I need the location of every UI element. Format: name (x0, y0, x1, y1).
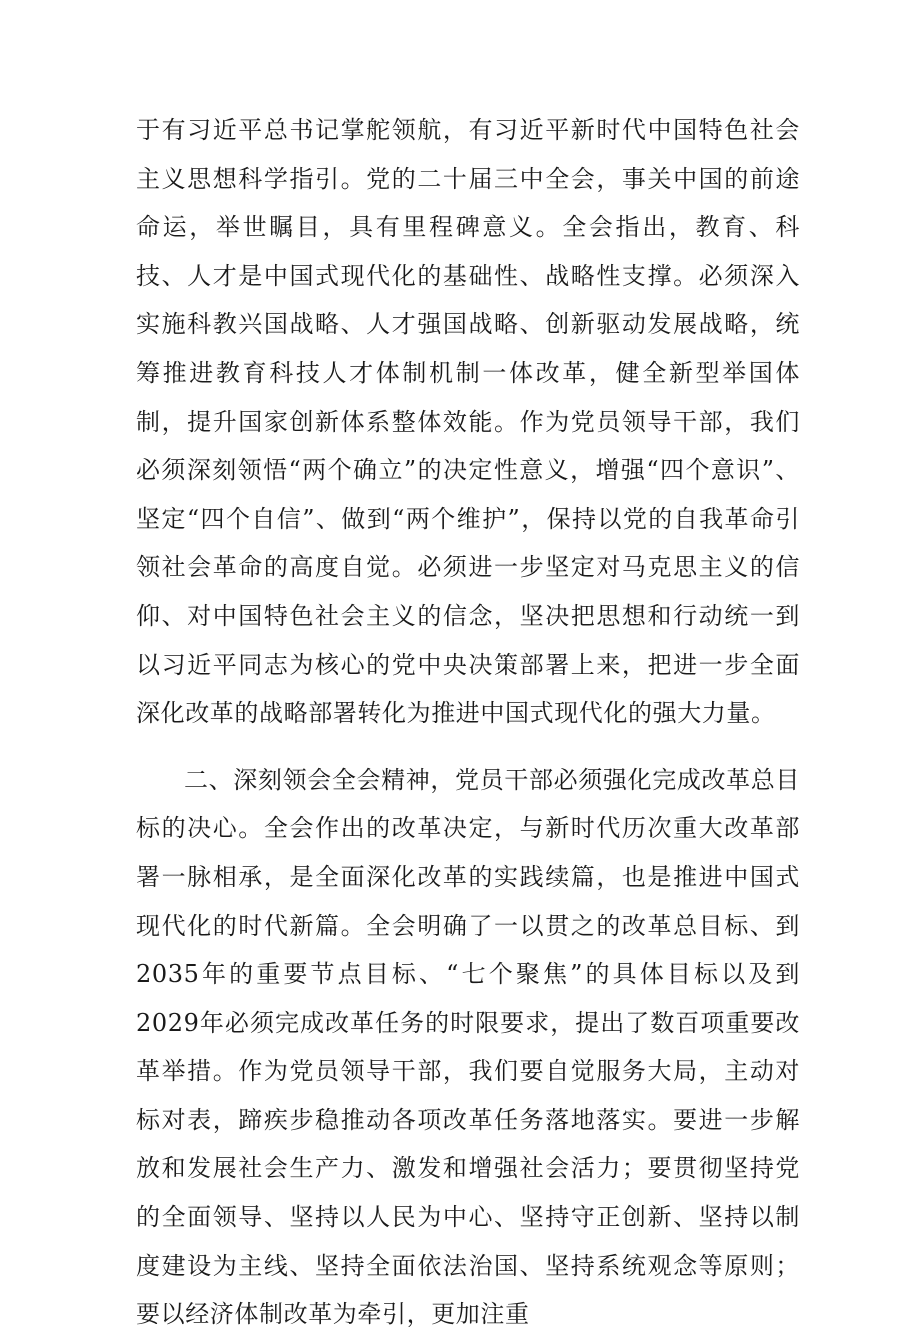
paragraph-2: 二、深刻领会全会精神，党员干部必须强化完成改革总目标的决心。全会作出的改革决定，与新时代历次重大改革部署一脉相承，是全面深化改革的实践续篇，也是推进中国式现代化的时代新篇。全会明确了一以贯之的改革总目标、到2035年的重要节点目标、“七个聚焦”的具体目标以及到2029年必须完成改革任务的时限要求，提出了数百项重要改革举措。作为党员领导干部，我们要自觉服务大局，主动对标对表，蹄疾步稳推动各项改革任务落地落实。要进一步解放和发展社会生产力、激发和增强社会活力；要贯彻坚持党的全面领导、坚持以人民为中心、坚持守正创新、坚持以制度建设为主线、坚持全面依法治国、坚持系统观念等原则；要以经济体制改革为牵引，更加注重 (136, 765, 800, 1329)
paragraph-1: 于有习近平总书记掌舵领航，有习近平新时代中国特色社会主义思想科学指引。党的二十届三中全会，事关中国的前途命运，举世瞩目，具有里程碑意义。全会指出，教育、科技、人才是中国式现代化的基础性、战略性支撑。必须深入实施科教兴国战略、人才强国战略、创新驱动发展战略，统筹推进教育科技人才体制机制一体改革，健全新型举国体制，提升国家创新体系整体效能。作为党员领导干部，我们必须深刻领悟“两个确立”的决定性意义，增强“四个意识”、坚定“四个自信”、做到“两个维护”，保持以党的自我革命引领社会革命的高度自觉。必须进一步坚定对马克思主义的信仰、对中国特色社会主义的信念，坚决把思想和行动统一到以习近平同志为核心的党中央决策部署上来，把进一步全面深化改革的战略部署转化为推进中国式现代化的强大力量。 (136, 116, 800, 728)
document-body (136, 106, 800, 1339)
